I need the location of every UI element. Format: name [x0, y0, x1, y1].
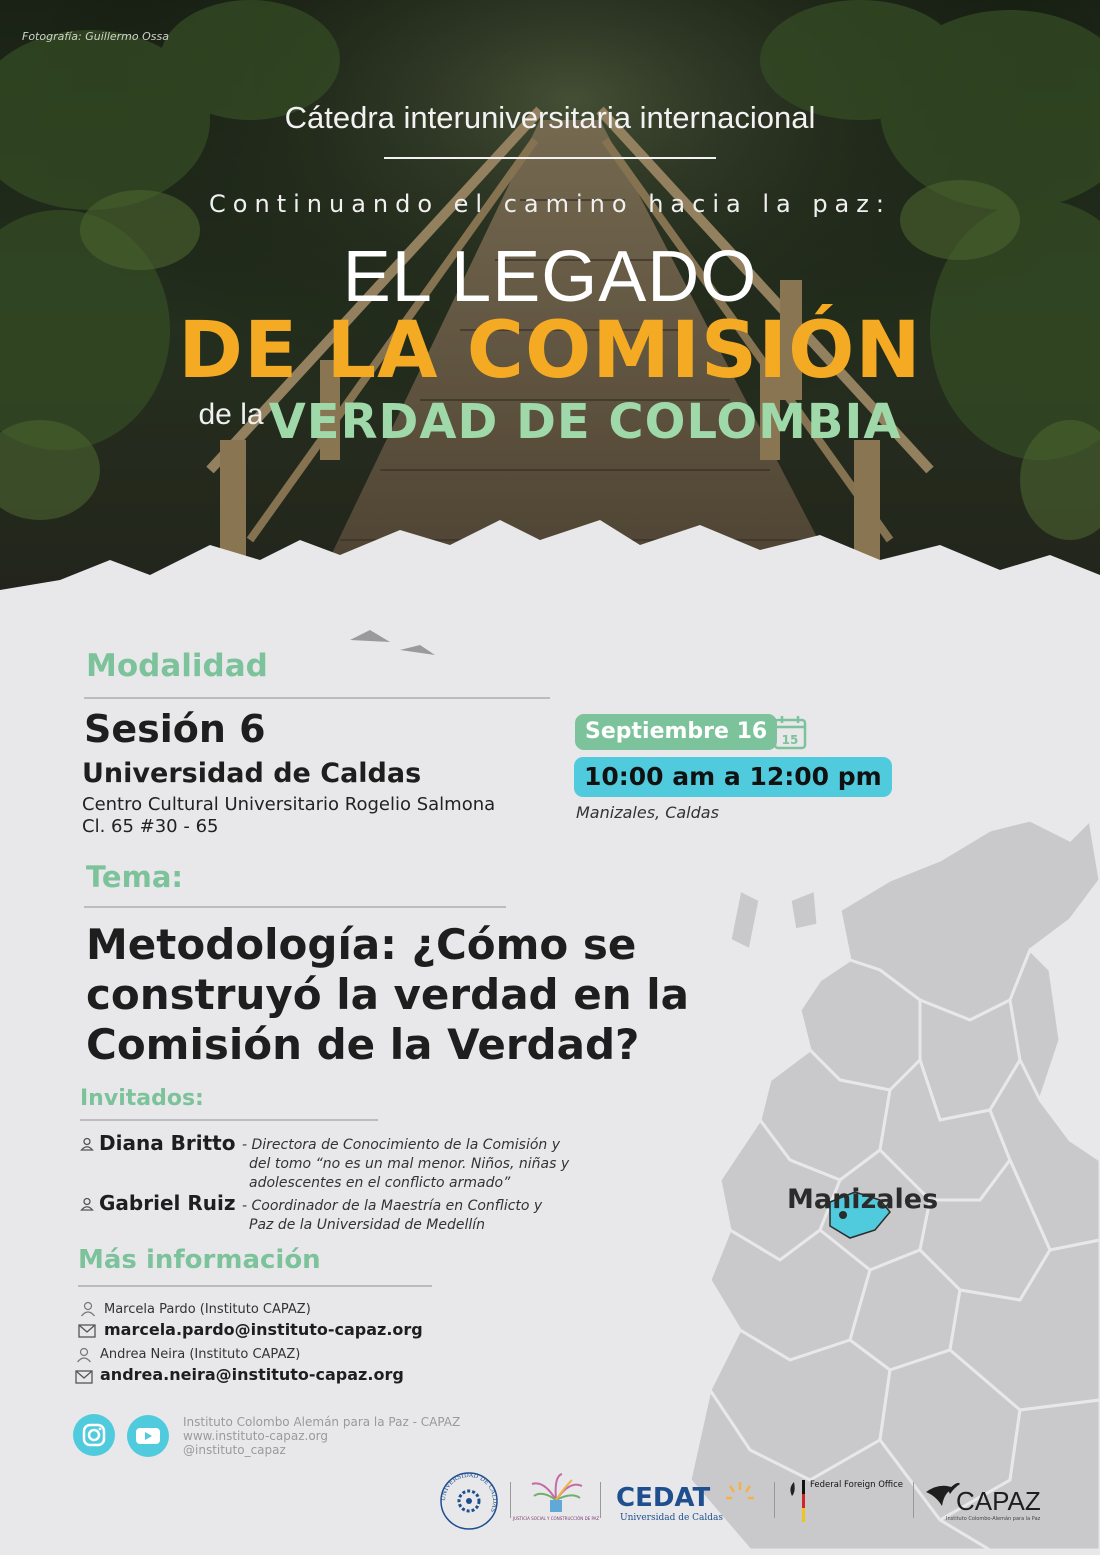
- person-icon: [80, 1137, 94, 1151]
- tema-divider: [84, 906, 506, 908]
- title-line-2: DE LA COMISIÓN: [178, 306, 922, 396]
- invitados-label: Invitados:: [80, 1086, 204, 1111]
- catedra-subtitle: Cátedra interuniversitaria internacional: [284, 100, 816, 135]
- contact-name: Andrea Neira (Instituto CAPAZ): [100, 1347, 301, 1362]
- instagram-icon[interactable]: [73, 1414, 115, 1456]
- hero-photo: [0, 0, 1100, 660]
- guest-description: - Coordinador de la Maestría en Conflicto y: [242, 1198, 543, 1214]
- guest-description: adolescentes en el conflicto armado”: [249, 1175, 511, 1191]
- calendar-icon: [773, 714, 807, 750]
- svg-text:Instituto Colombo-Alemán para: Instituto Colombo-Alemán para la Paz: [946, 1516, 1041, 1522]
- youtube-icon[interactable]: [127, 1415, 169, 1457]
- footer-org: Instituto Colombo Alemán para la Paz - CAPAZ: [183, 1415, 461, 1429]
- title-line-3: [0, 394, 1100, 450]
- title-small-text: de la: [198, 398, 264, 431]
- topic-line-2: construyó la verdad en la: [86, 970, 689, 1019]
- title-verdad: VERDAD DE COLOMBIA: [268, 394, 902, 450]
- logo-separator: [600, 1482, 601, 1518]
- modalidad-label: Modalidad: [86, 648, 268, 684]
- invitados-divider: [80, 1119, 378, 1121]
- calendar-day: 15: [781, 733, 799, 747]
- footer-website[interactable]: www.instituto-capaz.org: [183, 1429, 329, 1443]
- svg-text:JUSTICIA SOCIAL Y CONSTRUCCIÓN: JUSTICIA SOCIAL Y CONSTRUCCIÓN DE PAZ: [512, 1516, 600, 1521]
- cedat-logo: [612, 1470, 762, 1530]
- logo-separator: [913, 1482, 914, 1518]
- topic-line-1: Metodología: ¿Cómo se: [86, 920, 637, 969]
- contacts-divider: [78, 1285, 432, 1287]
- mail-icon: [75, 1370, 93, 1384]
- map-city-label: Manizales: [787, 1184, 939, 1215]
- tema-label: Tema:: [86, 860, 183, 894]
- svg-text:UNIVERSIDAD DE CALDAS: UNIVERSIDAD DE CALDAS: [439, 1471, 499, 1514]
- mail-icon: [78, 1324, 96, 1338]
- logo-separator: [510, 1482, 511, 1518]
- svg-text:CAPAZ: CAPAZ: [956, 1486, 1041, 1516]
- time-badge: 10:00 am a 12:00 pm: [574, 757, 892, 797]
- mas-informacion-label: Más información: [78, 1245, 321, 1275]
- person-icon: [80, 1301, 96, 1317]
- svg-text:Federal Foreign Office: Federal Foreign Office: [810, 1480, 904, 1490]
- universidad-de-caldas-logo: [438, 1470, 500, 1532]
- photo-credit: Fotografía: Guillermo Ossa: [22, 30, 169, 43]
- person-icon: [80, 1197, 94, 1211]
- title-divider: [384, 157, 716, 159]
- university-name: Universidad de Caldas: [82, 758, 422, 789]
- topic-title: [86, 920, 786, 1070]
- logo-separator: [774, 1482, 775, 1518]
- series-title: Continuando el camino hacia la paz:: [209, 190, 891, 218]
- jscp-logo: [512, 1470, 600, 1530]
- session-city: Manizales, Caldas: [576, 803, 719, 822]
- topic-line-3: Comisión de la Verdad?: [86, 1020, 640, 1069]
- person-icon: [76, 1347, 92, 1363]
- venue-address: Cl. 65 #30 - 65: [82, 816, 219, 837]
- colombia-map: [690, 760, 1100, 1550]
- guest-name: Diana Britto: [99, 1131, 236, 1155]
- contact-email[interactable]: marcela.pardo@instituto-capaz.org: [104, 1320, 423, 1339]
- federal-foreign-office-logo: [782, 1470, 902, 1530]
- guest-description: - Directora de Conocimiento de la Comisión y: [242, 1137, 561, 1153]
- contact-name: Marcela Pardo (Instituto CAPAZ): [104, 1302, 311, 1317]
- contact-email[interactable]: andrea.neira@instituto-capaz.org: [100, 1365, 404, 1384]
- guest-description: del tomo “no es un mal menor. Niños, niñas y: [249, 1156, 570, 1172]
- svg-text:CEDAT: CEDAT: [616, 1483, 711, 1513]
- capaz-logo: [920, 1470, 1070, 1530]
- modalidad-divider: [84, 697, 550, 699]
- guest-name: Gabriel Ruiz: [99, 1191, 236, 1215]
- footer-handle[interactable]: @instituto_capaz: [183, 1443, 286, 1457]
- session-title: Sesión 6: [84, 707, 266, 751]
- date-badge: Septiembre 16: [575, 714, 777, 750]
- svg-text:Universidad de Caldas: Universidad de Caldas: [620, 1513, 724, 1523]
- venue-name: Centro Cultural Universitario Rogelio Salmona: [82, 794, 496, 815]
- title-line-1: EL LEGADO: [342, 237, 758, 317]
- guest-description: Paz de la Universidad de Medellín: [249, 1217, 486, 1233]
